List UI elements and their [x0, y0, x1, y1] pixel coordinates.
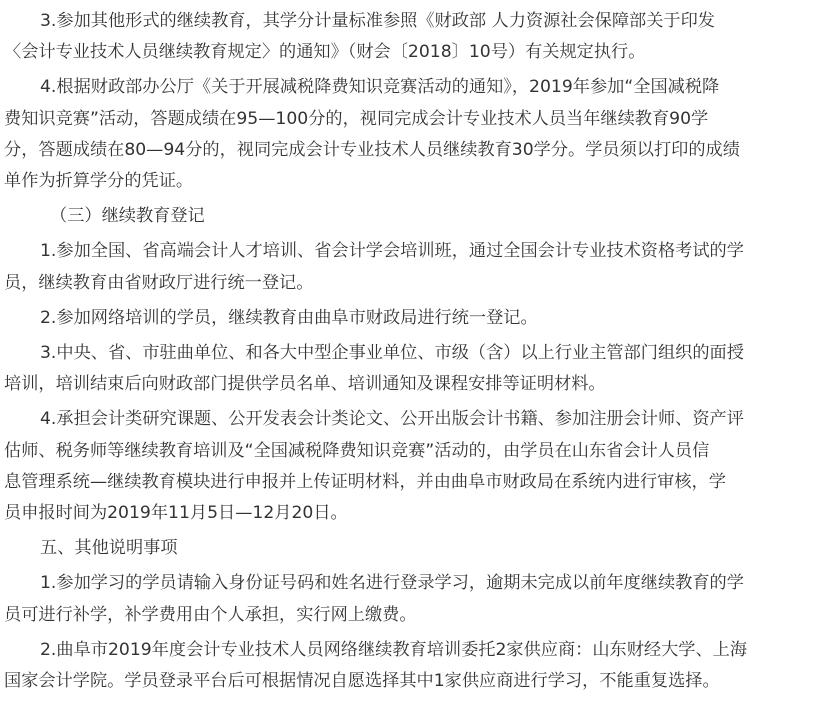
paragraph-line: 4.根据财政部办公厅《关于开展减税降费知识竞赛活动的通知》，2019年参加“全国减税降 [40, 77, 720, 98]
paragraph-line: 分，答题成绩在80—94分的，视同完成会计专业技术人员继续教育30学分。学员须以打印的成绩 [4, 139, 740, 160]
paragraph [0, 6, 815, 68]
paragraph-line: 费知识竞赛”活动，答题成绩在95—100分的，视同完成会计专业技术人员当年继续教育90学 [4, 108, 709, 129]
paragraph-line: 估师、税务师等继续教育培训及“全国减税降费知识竞赛”活动的，由学员在山东省会计人员信 [4, 440, 710, 461]
paragraph [0, 635, 815, 697]
paragraph-line: 息管理系统—继续教育模块进行申报并上传证明材料，并由曲阜市财政局在系统内进行审核，学 [4, 471, 726, 492]
paragraph-line: 员可进行补学，补学费用由个人承担，实行网上缴费。 [4, 604, 417, 625]
paragraph-line: 员申报时间为2019年11月5日—12月20日。 [4, 503, 348, 524]
section-subheading [0, 201, 815, 232]
subheading-text: （三）继续教育登记 [50, 206, 205, 227]
paragraph-line: 3.参加其他形式的继续教育，其学分计量标准参照《财政部 人力资源社会保障部关于印发 [40, 11, 715, 31]
paragraph-line: 4.承担会计类研究课题、公开发表会计类论文、公开出版会计书籍、参加注册会计师、资产评 [40, 409, 744, 430]
paragraph [0, 338, 815, 400]
paragraph-line: 培训，培训结束后向财政部门提供学员名单、培训通知及课程安排等证明材料。 [4, 374, 606, 395]
section-heading [0, 533, 815, 564]
paragraph [0, 72, 815, 197]
paragraph-line: 3.中央、省、市驻曲单位、和各大中型企事业单位、市级（含）以上行业主管部门组织的面授 [40, 343, 744, 364]
paragraph [0, 568, 815, 630]
paragraph-line: 2.参加网络培训的学员，继续教育由曲阜市财政局进行统一登记。 [40, 307, 538, 328]
paragraph-line: 员，继续教育由省财政厅进行统一登记。 [4, 272, 314, 293]
paragraph [0, 236, 815, 298]
paragraph-line: 1.参加全国、省高端会计人才培训、省会计学会培训班，通过全国会计专业技术资格考试的学 [40, 241, 744, 262]
paragraph-line: 〈会计专业技术人员继续教育规定〉的通知》（财会〔2018〕10号）有关规定执行。 [4, 42, 646, 63]
paragraph [0, 404, 815, 529]
document-body [0, 6, 815, 723]
paragraph-line: 2.曲阜市2019年度会计专业技术人员网络继续教育培训委托2家供应商：山东财经大学、上海 [40, 639, 748, 660]
paragraph-line: 国家会计学院。学员登录平台后可根据情况自愿选择其中1家供应商进行学习，不能重复选择。 [4, 671, 720, 692]
paragraph [0, 303, 815, 334]
paragraph-line: 单作为折算学分的凭证。 [4, 171, 194, 192]
heading-text: 五、其他说明事项 [40, 538, 178, 559]
paragraph-line: 1.参加学习的学员请输入身份证号码和姓名进行登录学习，逾期未完成以前年度继续教育的学 [40, 573, 744, 594]
